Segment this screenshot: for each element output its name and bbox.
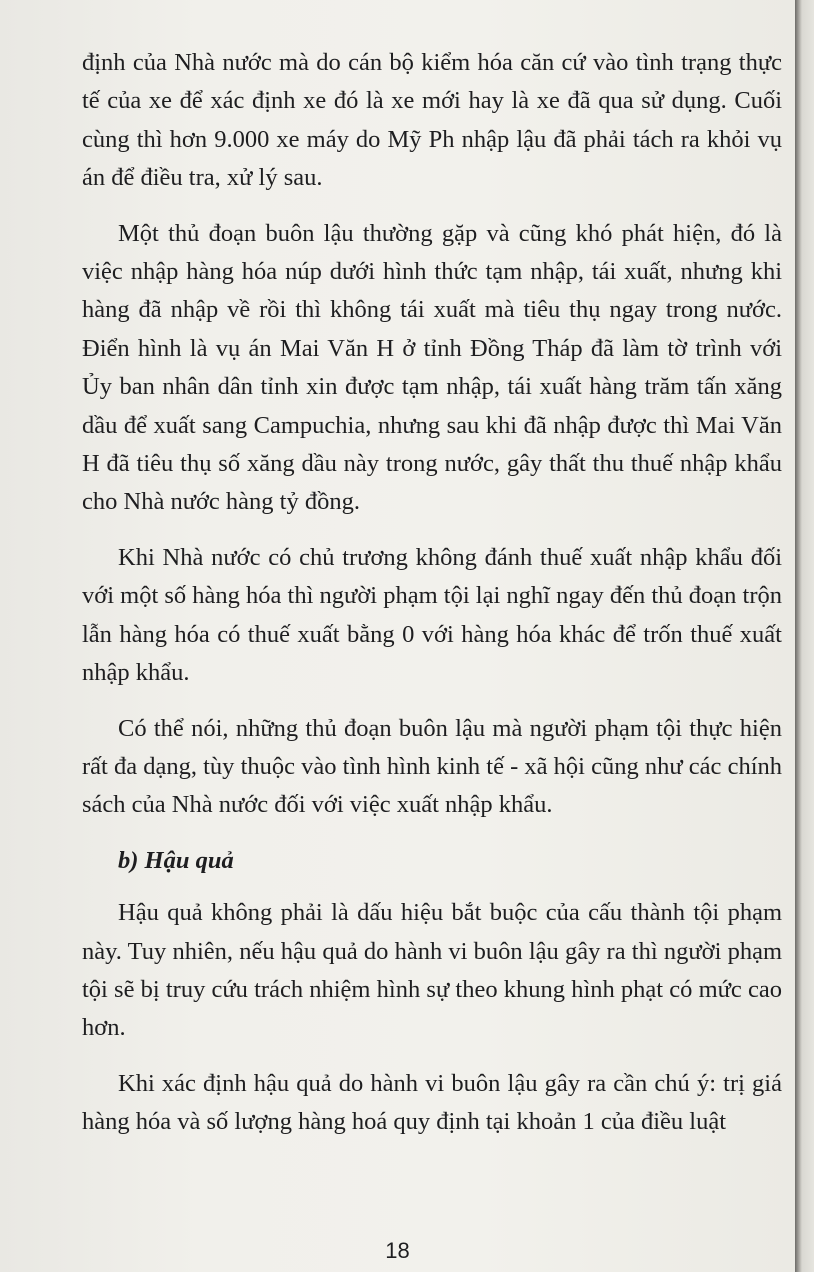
paragraph-continued: định của Nhà nước mà do cán bộ kiểm hóa căn cứ vào tình trạng thực tế của xe để xác định xe đó là xe mới hay là xe đã qua sử dụng. Cuối cùng thì hơn 9.000 xe máy do Mỹ Ph nhập lậu đã phải tách ra khỏi vụ án để điều tra, xử lý sau. [82, 49, 782, 192]
paragraph-smuggling-temporary-import: Một thủ đoạn buôn lậu thường gặp và cũng khó phát hiện, đó là việc nhập hàng hóa núp dưới hình thức tạm nhập, tái xuất, nhưng khi hàng đã nhập về rồi thì không tái xuất mà tiêu thụ ngay trong nước. Điển hình là vụ án Mai Văn H ở tỉnh Đồng Tháp đã làm tờ trình với Ủy ban nhân dân tỉnh xin được tạm nhập, tái xuất hàng trăm tấn xăng dầu để xuất sang Campuchia, nhưng sau khi đã nhập được thì Mai Văn H đã tiêu thụ số xăng dầu này trong nước, gây thất thu thuế nhập khẩu cho Nhà nước hàng tỷ đồng. [82, 219, 782, 516]
paragraph-consequences: Hậu quả không phải là dấu hiệu bắt buộc của cấu thành tội phạm này. Tuy nhiên, nếu hậu quả do hành vi buôn lậu gây ra thì người phạm tội sẽ bị truy cứu trách nhiệm hình sự theo khung hình phạt có mức cao hơn. [82, 899, 782, 1042]
paragraph-diverse-methods: Có thể nói, những thủ đoạn buôn lậu mà người phạm tội thực hiện rất đa dạng, tùy thuộc vào tình hình kinh tế - xã hội cũng như các chính sách của Nhà nước đối với việc xuất nhập khẩu. [82, 714, 782, 819]
paragraph-zero-tax-mixing: Khi Nhà nước có chủ trương không đánh thuế xuất nhập khẩu đối với một số hàng hóa thì người phạm tội lại nghĩ ngay đến thủ đoạn trộn lẫn hàng hóa có thuế xuất bằng 0 với hàng hóa khác để trốn thuế xuất nhập khẩu. [82, 543, 782, 687]
page-number: 18 [385, 1238, 410, 1263]
page-body [82, 44, 782, 1159]
section-heading-consequences: b) Hậu quả [118, 846, 234, 874]
paragraph-determining-consequences: Khi xác định hậu quả do hành vi buôn lậu gây ra cần chú ý: trị giá hàng hóa và số lượng hàng hoá quy định tại khoản 1 của điều luật [82, 1069, 782, 1136]
adjacent-page-edge [795, 0, 814, 1272]
